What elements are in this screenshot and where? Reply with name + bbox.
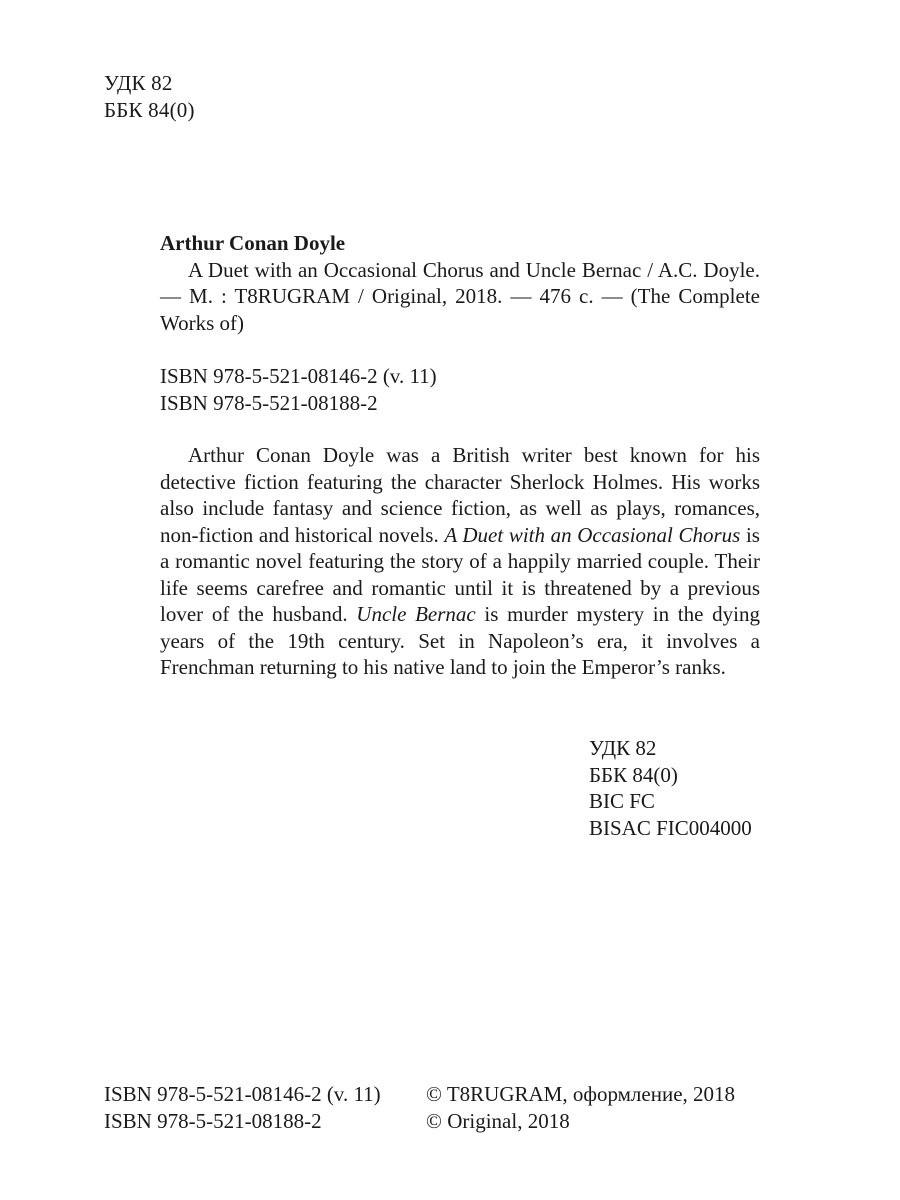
copyright-design: © T8RUGRAM, оформление, 2018 bbox=[426, 1082, 736, 1106]
annotation-text-1: Arthur Conan Doyle was a British writer best known for his detective fiction featuring the character Sherlock Holmes. His works also include fantasy and science fiction, as well as plays, romances, non-fiction and historical novels. bbox=[160, 443, 760, 547]
isbn-volume: ISBN 978-5-521-08146-2 (v. 11) bbox=[160, 364, 437, 388]
footer-isbn-volume: ISBN 978-5-521-08146-2 (v. 11) bbox=[104, 1082, 381, 1106]
bic-code: BIC FC bbox=[589, 789, 655, 813]
annotation-paragraph bbox=[160, 442, 760, 681]
footer-isbn-block bbox=[104, 1081, 381, 1134]
author-name: Arthur Conan Doyle bbox=[160, 231, 346, 255]
footer-copyright-block bbox=[426, 1081, 735, 1134]
record-description: A Duet with an Occasional Chorus and Uncle Bernac / A.C. Doyle. — M. : T8RUGRAM / Original, 2018. — 476 c. — (The Complete Works of) bbox=[160, 257, 760, 335]
top-classification-block bbox=[104, 70, 195, 123]
udk-code: УДК 82 bbox=[104, 71, 173, 95]
udk-code-right: УДК 82 bbox=[589, 736, 657, 760]
bbk-code-right: ББК 84(0) bbox=[589, 762, 678, 787]
footer-isbn-set: ISBN 978-5-521-08188-2 bbox=[104, 1108, 322, 1133]
right-classification-block bbox=[589, 735, 752, 841]
annotation-text-2: is a romantic novel featuring the story of a happily married couple. Their life seems carefree and romantic until it is threatened by a previous lover of the husband. bbox=[160, 522, 760, 626]
bibliographic-record bbox=[160, 230, 760, 681]
isbn-list bbox=[160, 363, 760, 416]
isbn-set: ISBN 978-5-521-08188-2 bbox=[160, 390, 378, 415]
annotation-text-3: is murder mystery in the dying years of the 19th century. Set in Napoleon’s era, it involves a Frenchman returning to his native land to join the Emperor’s ranks. bbox=[160, 602, 760, 679]
bisac-code: BISAC FIC004000 bbox=[589, 815, 752, 840]
annotation-title-bernac: Uncle Bernac bbox=[356, 602, 476, 626]
copyright-original: © Original, 2018 bbox=[426, 1108, 570, 1133]
annotation-title-duet: A Duet with an Occasional Chorus bbox=[444, 522, 741, 547]
bbk-code: ББК 84(0) bbox=[104, 97, 195, 122]
